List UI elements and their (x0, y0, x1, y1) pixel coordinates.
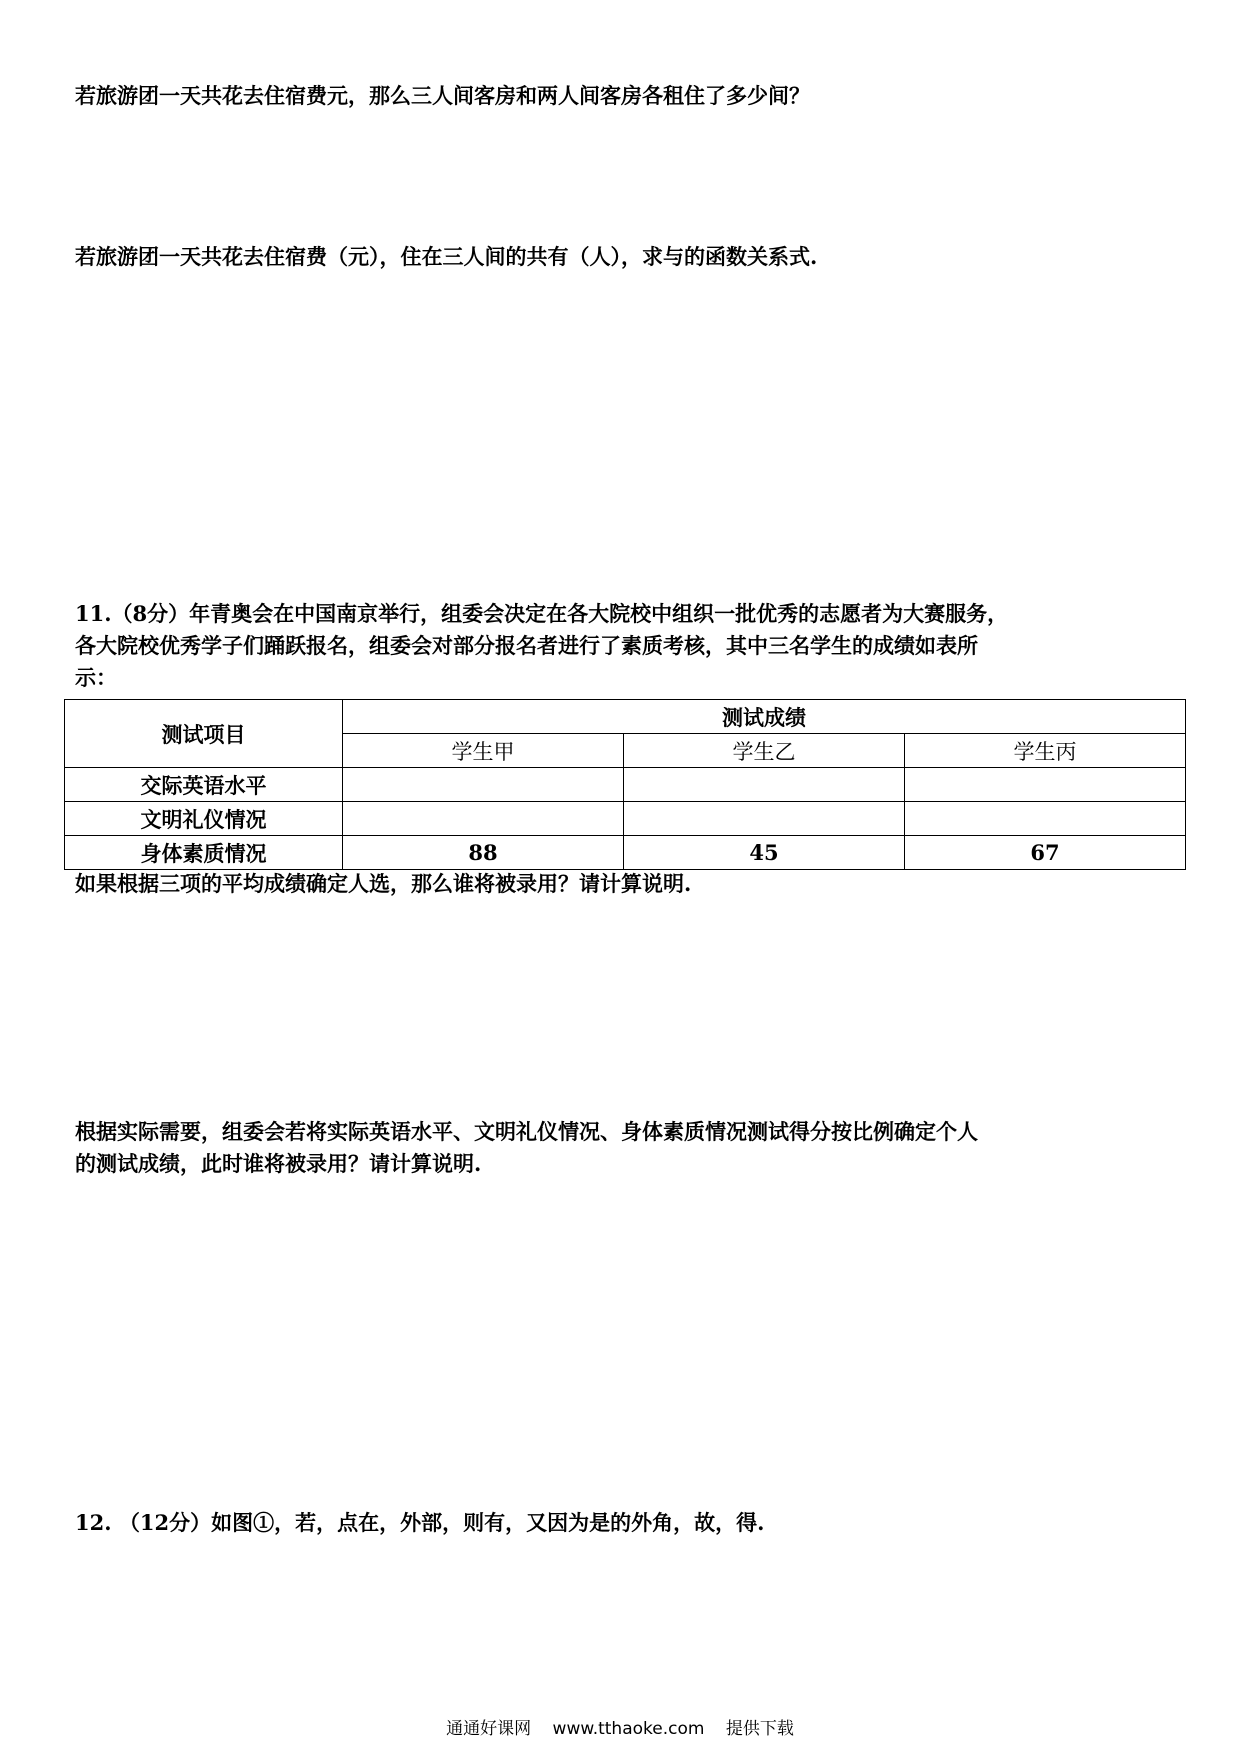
score-cell (624, 768, 905, 802)
row-item-label: 文明礼仪情况 (65, 802, 343, 836)
header-test-item: 测试项目 (65, 700, 343, 768)
header-test-scores: 测试成绩 (343, 700, 1186, 734)
q11-part2-line1: 根据实际需要，组委会若将实际英语水平、文明礼仪情况、身体素质情况测试得分按比例确定个人 (75, 1119, 978, 1144)
q11-intro-line3: 示： (75, 665, 117, 690)
q11-intro-line2: 各大院校优秀学子们踊跃报名，组委会对部分报名者进行了素质考核，其中三名学生的成绩如表所 (75, 633, 978, 658)
row-item-label: 交际英语水平 (65, 768, 343, 802)
q10-part2-text: 若旅游团一天共花去住宿费（元），住在三人间的共有（人），求与的函数关系式. (75, 244, 818, 269)
score-cell (905, 768, 1186, 802)
row-item-label: 身体素质情况 (65, 836, 343, 870)
scores-table (64, 699, 1186, 870)
table-row (65, 802, 1186, 836)
score-cell (624, 802, 905, 836)
score-cell: 67 (905, 836, 1186, 870)
q12-text: 12. （12分）如图①，若，点在，外部，则有，又因为是的外角，故，得. (75, 1510, 765, 1535)
score-cell (343, 768, 624, 802)
table-row (65, 836, 1186, 870)
student-b-header: 学生乙 (624, 734, 905, 768)
q11-intro-line1: 11.（8分）年青奥会在中国南京举行，组委会决定在各大院校中组织一批优秀的志愿者为大赛服务， (75, 601, 1009, 626)
score-cell: 88 (343, 836, 624, 870)
table-row (65, 768, 1186, 802)
footer-url: www.tthaoke.com (552, 1719, 705, 1739)
table-header-row (65, 700, 1186, 734)
page-footer (0, 1714, 1240, 1739)
q11-part2-line2: 的测试成绩，此时谁将被录用？请计算说明. (75, 1151, 482, 1176)
q10-part1-text: 若旅游团一天共花去住宿费元，那么三人间客房和两人间客房各租住了多少间？ (75, 83, 810, 108)
score-cell (343, 802, 624, 836)
student-a-header: 学生甲 (343, 734, 624, 768)
q11-part1-text: 如果根据三项的平均成绩确定人选，那么谁将被录用？请计算说明. (75, 871, 692, 896)
student-c-header: 学生丙 (905, 734, 1186, 768)
score-cell (905, 802, 1186, 836)
footer-site-name: 通通好课网 (446, 1719, 532, 1739)
score-cell: 45 (624, 836, 905, 870)
footer-suffix: 提供下载 (725, 1719, 794, 1739)
